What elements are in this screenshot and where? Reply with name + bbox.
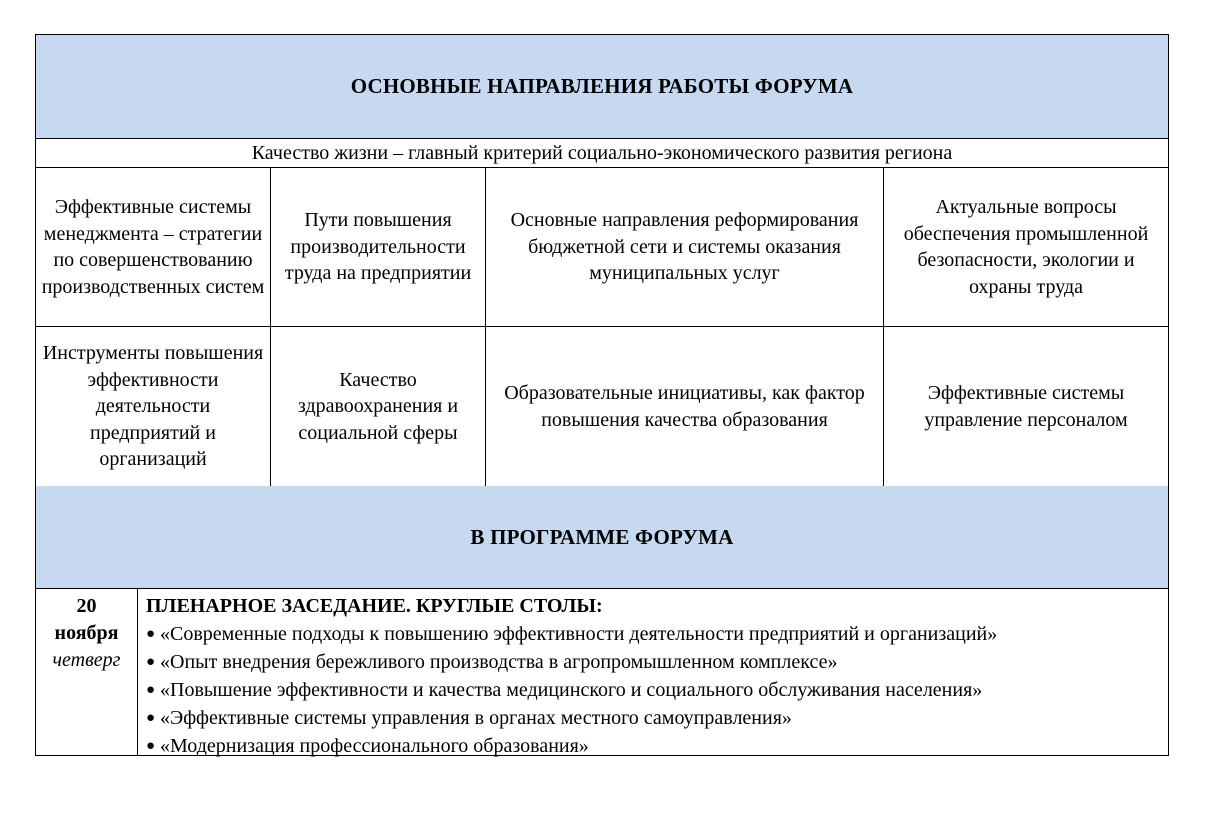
direction-cell: Пути повышения производительности труда на предприятии	[271, 168, 486, 326]
round-tables-list	[146, 620, 1168, 760]
section-header-directions	[35, 34, 1169, 139]
list-item-text: «Повышение эффективности и качества медицинского и социального обслуживания населения»	[160, 679, 983, 701]
list-item	[146, 704, 1168, 732]
direction-cell: Инструменты повышения эффективности деятельности предприятий и организаций	[36, 327, 271, 486]
forum-theme-text: Качество жизни – главный критерий социально-экономического развития региона	[251, 141, 953, 164]
section-title: ОСНОВНЫЕ НАПРАВЛЕНИЯ РАБОТЫ ФОРУМА	[350, 74, 854, 98]
program-date	[36, 589, 138, 755]
direction-cell: Эффективные системы менеджмента – стратегии по совершенствованию производственных систем	[36, 168, 271, 326]
section-title: В ПРОГРАММЕ ФОРУМА	[470, 524, 734, 549]
direction-cell: Образовательные инициативы, как фактор повышения качества образования	[486, 327, 884, 486]
direction-cell: Эффективные системы управление персоналом	[884, 327, 1169, 486]
list-item-text: «Эффективные системы управления в органах местного самоуправления»	[160, 707, 792, 729]
directions-row	[35, 327, 1169, 486]
bullet-icon: ●	[146, 682, 156, 698]
list-item-text: «Современные подходы к повышению эффективности деятельности предприятий и организаций»	[160, 623, 998, 645]
direction-cell: Основные направления реформирования бюджетной сети и системы оказания муниципальных услуг	[486, 168, 884, 326]
forum-theme	[35, 139, 1169, 168]
bullet-icon: ●	[146, 710, 156, 726]
bullet-icon: ●	[146, 654, 156, 670]
list-item	[146, 620, 1168, 648]
program-heading: ПЛЕНАРНОЕ ЗАСЕДАНИЕ. КРУГЛЫЕ СТОЛЫ:	[146, 595, 603, 617]
list-item-text: «Модернизация профессионального образования»	[160, 735, 589, 757]
direction-cell: Актуальные вопросы обеспечения промышленной безопасности, экологии и охраны труда	[884, 168, 1169, 326]
date-day: 20	[76, 595, 97, 617]
list-item	[146, 676, 1168, 704]
program-row	[35, 589, 1169, 756]
list-item	[146, 648, 1168, 676]
program-content	[138, 589, 1168, 755]
list-item-text: «Опыт внедрения бережливого производства в агропромышленном комплексе»	[160, 651, 838, 673]
directions-row	[35, 168, 1169, 327]
bullet-icon: ●	[146, 626, 156, 642]
bullet-icon: ●	[146, 738, 156, 754]
date-weekday: четверг	[52, 649, 121, 671]
forum-document	[35, 34, 1169, 756]
list-item	[146, 732, 1168, 760]
section-header-program	[35, 486, 1169, 589]
direction-cell: Качество здравоохранения и социальной сферы	[271, 327, 486, 486]
date-month: ноября	[54, 622, 119, 644]
